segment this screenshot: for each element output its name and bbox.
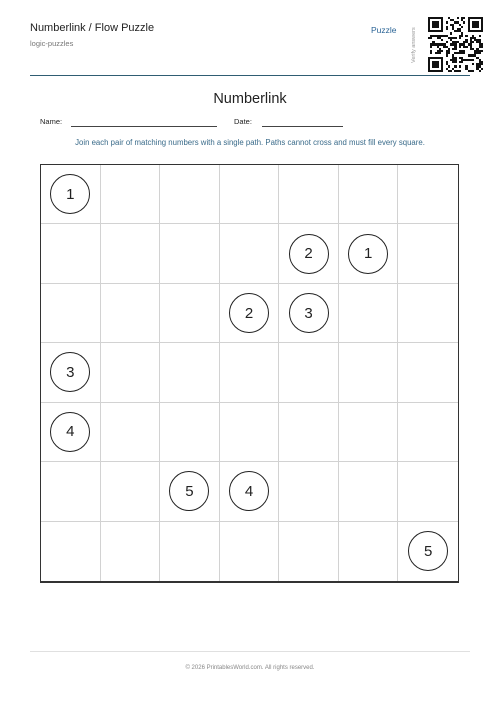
grid-cell[interactable] bbox=[160, 522, 220, 581]
grid-cell[interactable] bbox=[101, 165, 161, 224]
grid-cell[interactable] bbox=[220, 403, 280, 462]
grid-cell[interactable] bbox=[41, 343, 101, 402]
grid-cell[interactable] bbox=[160, 165, 220, 224]
grid-cell[interactable] bbox=[101, 403, 161, 462]
grid-cell[interactable] bbox=[398, 343, 458, 402]
grid-cell[interactable] bbox=[41, 403, 101, 462]
grid-cell[interactable] bbox=[101, 224, 161, 283]
grid-cell[interactable] bbox=[41, 165, 101, 224]
grid-cell[interactable] bbox=[339, 284, 399, 343]
name-label: Name: bbox=[40, 117, 63, 126]
grid-cell[interactable] bbox=[101, 462, 161, 521]
grid-cell[interactable] bbox=[339, 403, 399, 462]
number-clue: 4 bbox=[50, 412, 90, 452]
grid-cell[interactable] bbox=[279, 462, 339, 521]
date-field[interactable] bbox=[262, 126, 343, 127]
grid-cell[interactable] bbox=[279, 522, 339, 581]
grid-cell[interactable] bbox=[41, 522, 101, 581]
footer-rule bbox=[30, 651, 470, 652]
grid-cell[interactable] bbox=[160, 224, 220, 283]
header-title: Numberlink / Flow Puzzle bbox=[30, 22, 155, 34]
grid-cell[interactable] bbox=[279, 403, 339, 462]
grid-cell[interactable] bbox=[101, 284, 161, 343]
grid-cell[interactable] bbox=[279, 165, 339, 224]
grid-cell[interactable] bbox=[398, 522, 458, 581]
instructions: Join each pair of matching numbers with a single path. Paths cannot cross and must fill every square. bbox=[75, 138, 425, 147]
number-clue: 3 bbox=[289, 293, 329, 333]
grid-cell[interactable] bbox=[279, 284, 339, 343]
grid-cell[interactable] bbox=[160, 343, 220, 402]
grid-cell[interactable] bbox=[101, 522, 161, 581]
grid-cell[interactable] bbox=[220, 522, 280, 581]
footer-copyright: © 2026 PrintablesWorld.com. All rights reserved. bbox=[185, 665, 315, 671]
name-field[interactable] bbox=[71, 126, 217, 127]
grid-cell[interactable] bbox=[160, 403, 220, 462]
verify-answers-label: Verify answers bbox=[411, 27, 417, 63]
qr-code[interactable] bbox=[428, 17, 483, 72]
grid-cell[interactable] bbox=[339, 462, 399, 521]
grid-cell[interactable] bbox=[339, 343, 399, 402]
grid-cell[interactable] bbox=[220, 284, 280, 343]
grid-cell[interactable] bbox=[339, 224, 399, 283]
grid-cell[interactable] bbox=[160, 284, 220, 343]
grid-cell[interactable] bbox=[220, 343, 280, 402]
grid-cell[interactable] bbox=[398, 165, 458, 224]
grid-cell[interactable] bbox=[279, 224, 339, 283]
date-label: Date: bbox=[234, 117, 252, 126]
number-clue: 1 bbox=[348, 234, 388, 274]
grid-cell[interactable] bbox=[220, 165, 280, 224]
grid-cell[interactable] bbox=[41, 462, 101, 521]
grid-cell[interactable] bbox=[398, 462, 458, 521]
puzzle-badge[interactable]: Puzzle bbox=[371, 25, 397, 35]
number-clue: 5 bbox=[408, 531, 448, 571]
number-clue: 4 bbox=[229, 471, 269, 511]
header-category: logic-puzzles bbox=[30, 39, 74, 48]
grid-cell[interactable] bbox=[101, 343, 161, 402]
header-rule bbox=[30, 75, 470, 76]
number-clue: 2 bbox=[229, 293, 269, 333]
grid-cell[interactable] bbox=[339, 522, 399, 581]
grid-cell[interactable] bbox=[398, 284, 458, 343]
grid-cell[interactable] bbox=[339, 165, 399, 224]
number-clue: 5 bbox=[169, 471, 209, 511]
grid-cell[interactable] bbox=[220, 462, 280, 521]
grid-cell[interactable] bbox=[41, 224, 101, 283]
number-clue: 2 bbox=[289, 234, 329, 274]
grid-cell[interactable] bbox=[160, 462, 220, 521]
numberlink-grid bbox=[40, 164, 459, 583]
grid-cell[interactable] bbox=[279, 343, 339, 402]
number-clue: 1 bbox=[50, 174, 90, 214]
number-clue: 3 bbox=[50, 352, 90, 392]
grid-cell[interactable] bbox=[220, 224, 280, 283]
grid-cell[interactable] bbox=[398, 403, 458, 462]
worksheet-title: Numberlink bbox=[213, 91, 287, 107]
grid-cell[interactable] bbox=[398, 224, 458, 283]
grid-cell[interactable] bbox=[41, 284, 101, 343]
